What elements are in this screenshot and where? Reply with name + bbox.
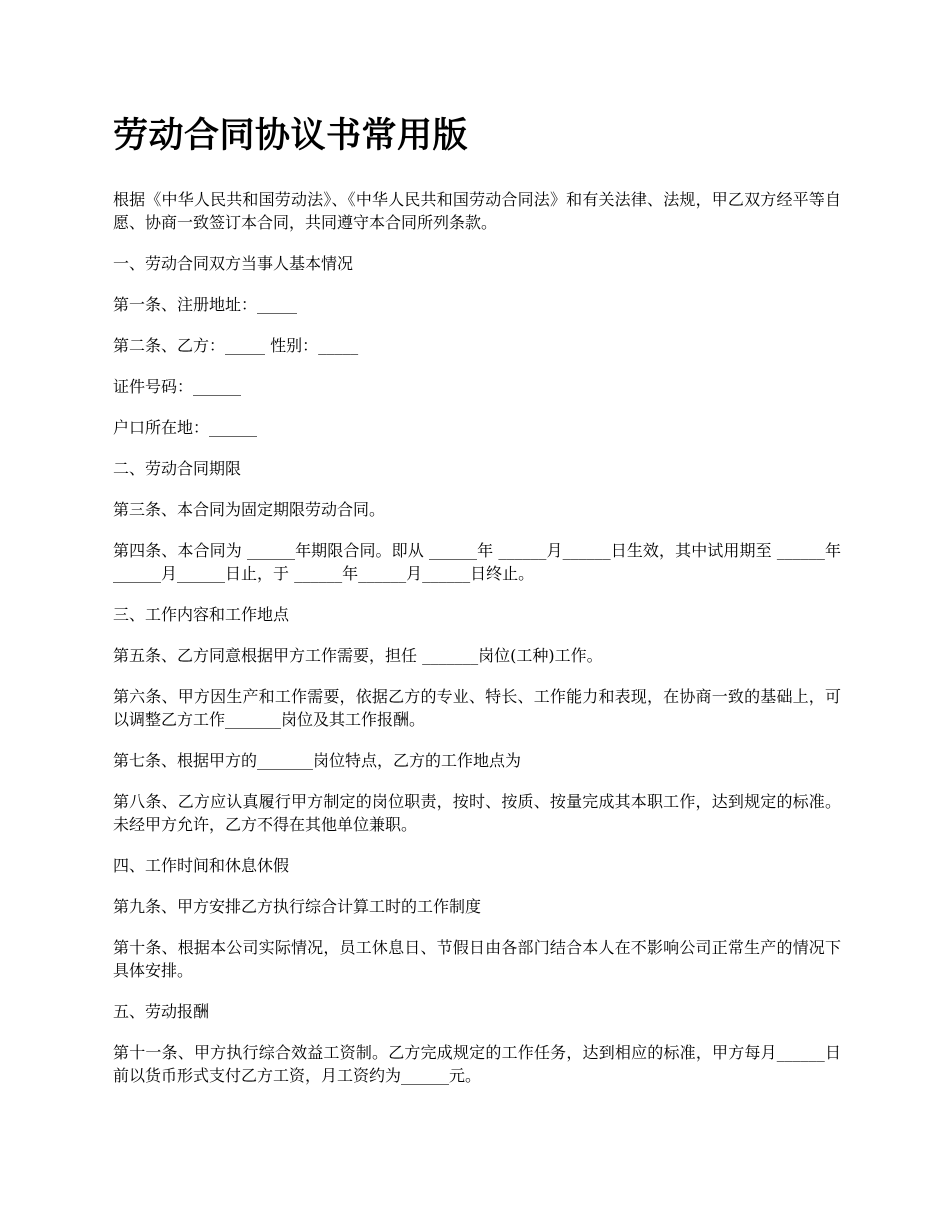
section-heading-2: 二、劳动合同期限: [113, 459, 242, 478]
article-2: 第二条、乙方：_____ 性别：_____: [113, 336, 359, 355]
section-heading-5: 五、劳动报酬: [113, 1002, 210, 1021]
article-8: 第八条、乙方应认真履行甲方制定的岗位职责，按时、按质、按量完成其本职工作，达到规定的标准。未经甲方允许，乙方不得在其他单位兼职。: [113, 792, 841, 834]
article-3: 第三条、本合同为固定期限劳动合同。: [113, 500, 386, 519]
document-page: [113, 112, 841, 1105]
article-9: 第九条、甲方安排乙方执行综合计算工时的工作制度: [113, 897, 482, 916]
article-5: 第五条、乙方同意根据甲方工作需要，担任 _______岗位(工种)工作。: [113, 646, 603, 665]
article-6: 第六条、甲方因生产和工作需要，依据乙方的专业、特长、工作能力和表现，在协商一致的基础上，可以调整乙方工作_______岗位及其工作报酬。: [113, 687, 841, 729]
article-4: 第四条、本合同为 ______年期限合同。即从 ______年 ______月______日生效，其中试用期至 ______年 ______月______日止，于 ______年______月______日终止。: [113, 541, 841, 583]
article-1: 第一条、注册地址：_____: [113, 295, 298, 314]
household-registration-line: 户口所在地：______: [113, 418, 258, 437]
section-heading-3: 三、工作内容和工作地点: [113, 605, 290, 624]
article-10: 第十条、根据本公司实际情况，员工休息日、节假日由各部门结合本人在不影响公司正常生产的情况下具体安排。: [113, 938, 841, 980]
section-heading-1: 一、劳动合同双方当事人基本情况: [113, 254, 354, 273]
id-number-line: 证件号码：______: [113, 377, 242, 396]
document-title: 劳动合同协议书常用版: [113, 116, 469, 156]
section-heading-4: 四、工作时间和休息休假: [113, 856, 290, 875]
article-11: 第十一条、甲方执行综合效益工资制。乙方完成规定的工作任务，达到相应的标准，甲方每月______日前以货币形式支付乙方工资，月工资约为______元。: [113, 1043, 841, 1085]
article-7: 第七条、根据甲方的_______岗位特点，乙方的工作地点为: [113, 751, 522, 770]
preamble-paragraph: 根据《中华人民共和国劳动法》、《中华人民共和国劳动合同法》和有关法律、法规，甲乙双方经平等自愿、协商一致签订本合同，共同遵守本合同所列条款。: [113, 190, 841, 232]
